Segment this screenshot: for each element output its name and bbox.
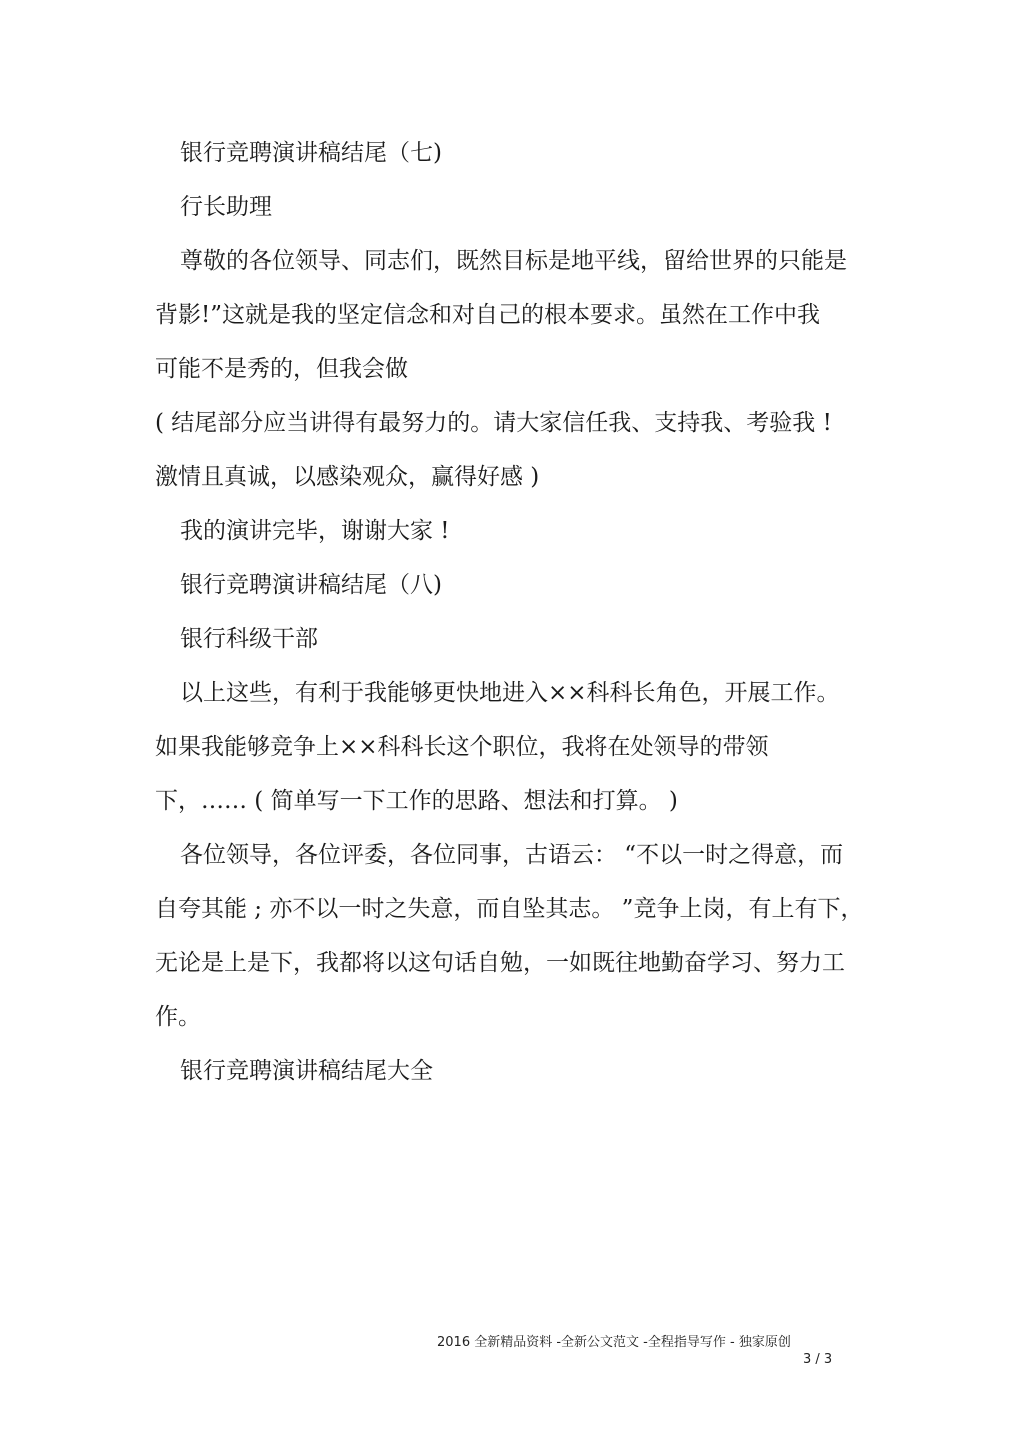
role-title: 银行科级干部 (180, 626, 318, 652)
paragraph-line: 背影!”这就是我的坚定信念和对自己的根本要求。虽然在工作中我 (155, 302, 821, 328)
paragraph-line: 各位领导，各位评委，各位同事，古语云： “不以一时之得意，而 (180, 842, 844, 868)
paragraph-line: 以上这些，有利于我能够更快地进入××科科长角色，开展工作。 (180, 680, 840, 706)
closing-title: 银行竞聘演讲稿结尾大全 (180, 1058, 433, 1084)
paragraph-line: 自夸其能 ; 亦不以一时之失意，而自坠其志。 ”竞争上岗，有上有下， (155, 896, 864, 922)
paragraph-line: 下，…… ( 简单写一下工作的思路、想法和打算。 ) (155, 788, 678, 814)
paragraph-line: 作。 (155, 1004, 201, 1030)
paragraph-line: 尊敬的各位领导、同志们，既然目标是地平线，留给世界的只能是 (180, 248, 847, 274)
footer-tagline: 2016 全新精品资料 -全新公文范文 -全程指导写作 - 独家原创 (437, 1335, 791, 1350)
paragraph-line: 可能不是秀的，但我会做 (155, 356, 408, 382)
paragraph-line: 无论是上是下，我都将以这句话自勉，一如既往地勤奋学习、努力工 (155, 950, 845, 976)
heading-eight: 银行竞聘演讲稿结尾（八) (180, 572, 442, 598)
role-title: 行长助理 (180, 194, 272, 220)
paragraph-line: 如果我能够竞争上××科科长这个职位，我将在处领导的带领 (155, 734, 769, 760)
paragraph-line: 我的演讲完毕，谢谢大家 ! (180, 518, 450, 544)
page-number: 3 / 3 (803, 1352, 833, 1367)
paragraph-line: 激情且真诚，以感染观众，赢得好感 ) (155, 464, 540, 490)
paragraph-line: ( 结尾部分应当讲得有最努力的。请大家信任我、支持我、考验我 ! (155, 410, 832, 436)
heading-seven: 银行竞聘演讲稿结尾（七) (180, 140, 442, 166)
